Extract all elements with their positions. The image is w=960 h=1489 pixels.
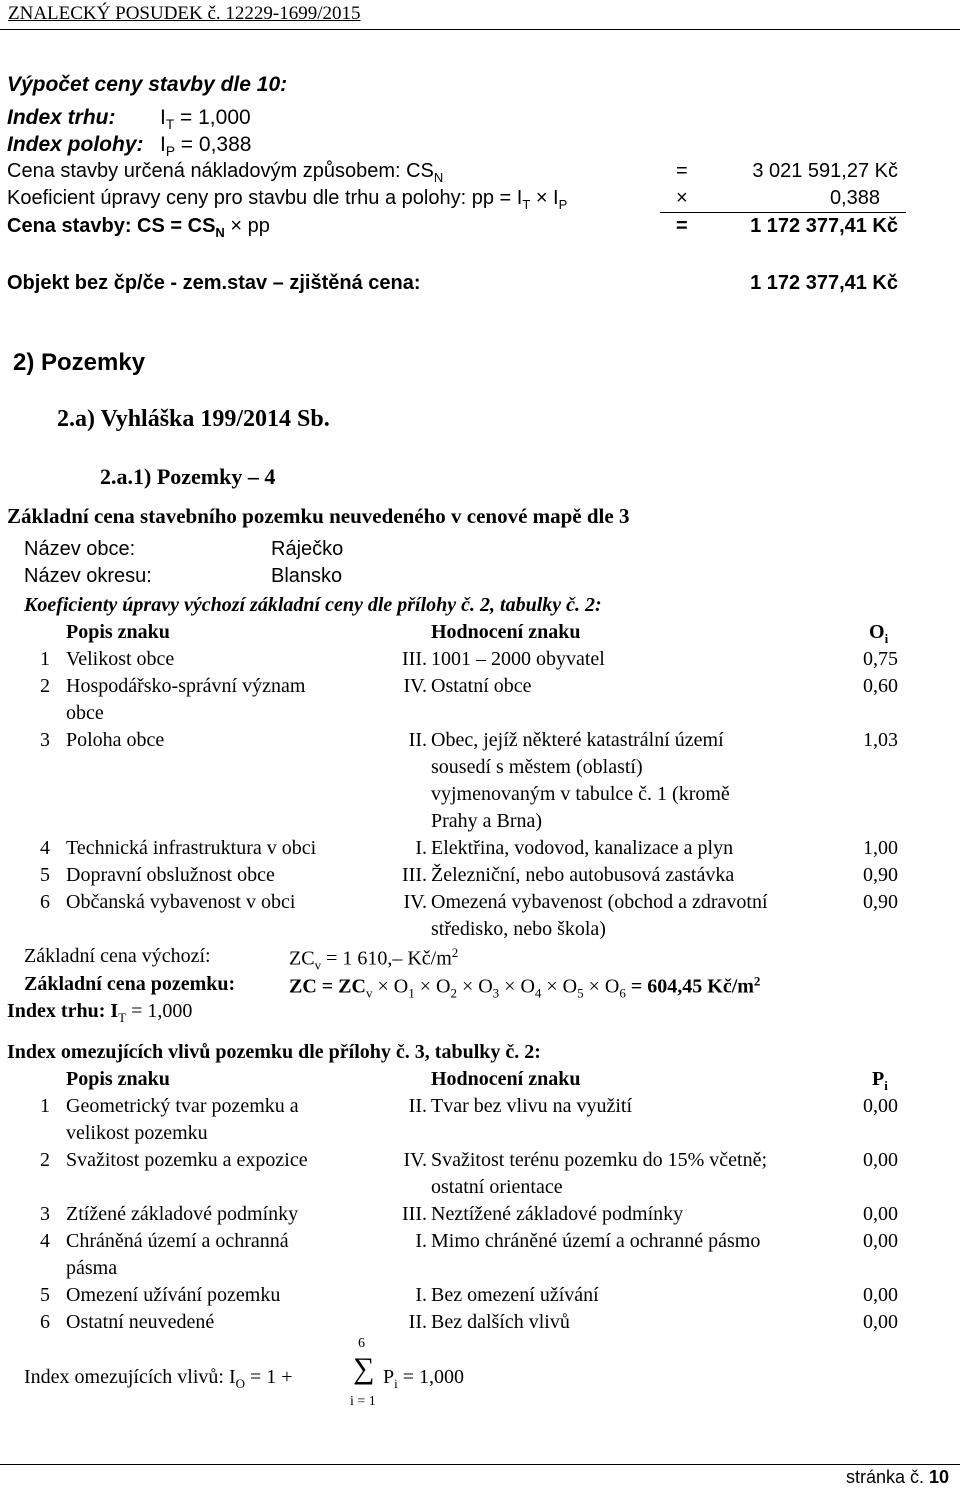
row-text: Ostatní obce	[431, 675, 532, 697]
row-desc: Ostatní neuvedené	[66, 1311, 215, 1333]
row-grade: II.	[408, 1311, 427, 1333]
page-footer: stránka č. 10	[846, 1467, 950, 1487]
row-grade: I.	[415, 1230, 427, 1252]
row-grade: III.	[402, 864, 427, 886]
row-text: Obec, jejíž některé katastrální území	[431, 729, 724, 751]
row-text: Bez omezení užívání	[431, 1284, 599, 1306]
section-2a-heading: 2.a) Vyhláška 199/2014 Sb.	[57, 406, 330, 432]
row-desc-cont: pásma	[66, 1257, 118, 1279]
row-text: Svažitost terénu pozemku do 15% včetně;	[431, 1149, 768, 1171]
index-polohy-formula: $I_P = 0,388$	[160, 133, 252, 160]
header-rule	[0, 29, 960, 30]
row-value: 0,90	[863, 864, 898, 886]
row-value: 0,00	[863, 1149, 898, 1171]
coef-heading: Koeficienty úpravy výchozí základní ceny dle přílohy č. 2, tabulky č. 2:	[24, 594, 602, 616]
row-text-cont: vyjmenovaným v tabulce č. 1 (kromě	[431, 783, 730, 805]
calc-row-3-label: Cena stavby: CS = $CS_N$ × pp	[7, 215, 270, 240]
index-trhu-label: Index trhu:	[7, 106, 116, 129]
io-formula-result: $P_i = 1,000$	[383, 1366, 465, 1391]
row-grade: IV.	[403, 1149, 427, 1171]
sum-sign-icon: ∑	[353, 1352, 375, 1385]
row-number: 4	[40, 837, 50, 859]
object-label: Objekt bez čp/če - zem.stav – zjištěná cena:	[7, 272, 421, 294]
row-text: Železniční, nebo autobusová zastávka	[431, 864, 735, 886]
row-text: Omezená vybavenost (obchod a zdravotní	[431, 891, 768, 913]
section-2-heading: 2) Pozemky	[13, 349, 146, 376]
table1-header-val: $O_i$	[869, 621, 889, 646]
obec-value: Ráječko	[271, 538, 344, 560]
row-number: 6	[40, 1311, 50, 1333]
calc-heading: Výpočet ceny stavby dle 10:	[7, 73, 288, 96]
row-desc: Geometrický tvar pozemku a	[66, 1095, 299, 1117]
base-vychozi-label: Základní cena výchozí:	[24, 945, 211, 967]
sum-rule	[660, 212, 906, 213]
base-vychozi-formula: $ZC_v = 1$ 610,– $Kč/m^2$	[289, 945, 459, 973]
index-polohy-label: Index polohy:	[7, 133, 144, 156]
row-grade: III.	[402, 648, 427, 670]
row-desc: Ztížené základové podmínky	[66, 1203, 299, 1225]
row-number: 1	[40, 648, 50, 670]
row-number: 2	[40, 675, 50, 697]
table2-header-val: $P_i$	[872, 1068, 888, 1093]
row-desc-cont: velikost pozemku	[66, 1122, 208, 1144]
row-desc: Velikost obce	[66, 648, 175, 670]
row-text: 1001 – 2000 obyvatel	[431, 648, 605, 670]
row-value: 0,00	[863, 1230, 898, 1252]
row-value: 1,00	[863, 837, 898, 859]
row-text-cont: ostatní orientace	[431, 1176, 563, 1198]
row-value: 0,00	[863, 1095, 898, 1117]
calc-row-3-value: 1 172 377,41 Kč	[750, 215, 898, 237]
row-grade: I.	[415, 837, 427, 859]
document-header: ZNALECKÝ POSUDEK č. 12229-1699/2015	[8, 3, 361, 24]
base-pozemku-label: Základní cena pozemku:	[24, 973, 236, 995]
okres-label: Název okresu:	[24, 565, 152, 587]
row-number: 4	[40, 1230, 50, 1252]
table2-header-desc: Popis znaku	[66, 1068, 170, 1090]
calc-row-2-op: ×	[676, 187, 688, 209]
base-price-heading: Základní cena stavebního pozemku neuvedeného v cenové mapě dle 3	[7, 504, 630, 528]
row-text-cont: středisko, nebo škola)	[431, 918, 606, 940]
row-desc: Poloha obce	[66, 729, 165, 751]
io-formula-label: Index omezujících vlivů: $I_O = 1$ +	[24, 1366, 293, 1391]
row-text: Tvar bez vlivu na využití	[431, 1095, 633, 1117]
row-number: 1	[40, 1095, 50, 1117]
row-number: 6	[40, 891, 50, 913]
base-index-trhu: Index trhu: $I_T = 1,000$	[7, 1000, 193, 1025]
row-value: 1,03	[863, 729, 898, 751]
row-text-cont: Prahy a Brna)	[431, 810, 543, 832]
row-number: 2	[40, 1149, 50, 1171]
sum-upper-limit: 6	[358, 1336, 365, 1351]
calc-row-1-label: Cena stavby určená nákladovým způsobem: $CS_N$	[7, 160, 444, 185]
row-desc: Chráněná území a ochranná	[66, 1230, 289, 1252]
row-grade: IV.	[403, 675, 427, 697]
index-trhu-formula: $I_T = 1,000$	[160, 106, 251, 133]
row-desc: Hospodářsko-správní význam	[66, 675, 306, 697]
row-desc: Omezení užívání pozemku	[66, 1284, 281, 1306]
row-value: 0,00	[863, 1284, 898, 1306]
footer-rule	[0, 1464, 960, 1465]
row-value: 0,90	[863, 891, 898, 913]
obec-label: Název obce:	[24, 538, 136, 560]
calc-row-1-value: 3 021 591,27 Kč	[752, 160, 898, 182]
okres-value: Blansko	[271, 565, 343, 587]
row-desc-cont: obce	[66, 702, 104, 724]
row-grade: II.	[408, 729, 427, 751]
row-text-cont: sousedí s městem (oblastí)	[431, 756, 643, 778]
calc-row-2-value: 0,388	[829, 187, 880, 209]
row-number: 5	[40, 864, 50, 886]
table1-header-grade: Hodnocení znaku	[431, 621, 581, 643]
row-grade: IV.	[403, 891, 427, 913]
row-grade: I.	[415, 1284, 427, 1306]
calc-row-3-op: =	[676, 215, 688, 237]
sum-lower-limit: i = 1	[350, 1394, 376, 1409]
row-desc: Technická infrastruktura v obci	[66, 837, 317, 859]
row-text: Elektřina, vodovod, kanalizace a plyn	[431, 837, 734, 859]
table1-header-desc: Popis znaku	[66, 621, 170, 643]
row-value: 0,60	[863, 675, 898, 697]
calc-row-2-label: Koeficient úpravy ceny pro stavbu dle trhu a polohy: pp = $I_T \times I_P$	[7, 187, 568, 212]
object-value: 1 172 377,41 Kč	[750, 272, 898, 294]
section-2a1-heading: 2.a.1) Pozemky – 4	[100, 464, 276, 489]
row-value: 0,00	[863, 1311, 898, 1333]
row-grade: II.	[408, 1095, 427, 1117]
row-text: Mimo chráněné území a ochranné pásmo	[431, 1230, 761, 1252]
calc-row-1-op: =	[676, 160, 688, 182]
row-grade: III.	[402, 1203, 427, 1225]
row-desc: Dopravní obslužnost obce	[66, 864, 275, 886]
row-number: 3	[40, 1203, 50, 1225]
table2-header-grade: Hodnocení znaku	[431, 1068, 581, 1090]
row-number: 5	[40, 1284, 50, 1306]
row-desc: Občanská vybavenost v obci	[66, 891, 296, 913]
row-desc: Svažitost pozemku a expozice	[66, 1149, 308, 1171]
table2-heading: Index omezujících vlivů pozemku dle přílohy č. 3, tabulky č. 2:	[7, 1041, 541, 1063]
row-text: Bez dalších vlivů	[431, 1311, 570, 1333]
row-value: 0,00	[863, 1203, 898, 1225]
base-pozemku-formula: ZC = $ZC_v \times O_1 \times O_2 \times O_3 \times O_4 \times O_5 \times O_6 = 604,45$ $Kč/m^2$	[289, 973, 761, 1001]
row-value: 0,75	[863, 648, 898, 670]
row-text: Neztížené základové podmínky	[431, 1203, 684, 1225]
row-number: 3	[40, 729, 50, 751]
